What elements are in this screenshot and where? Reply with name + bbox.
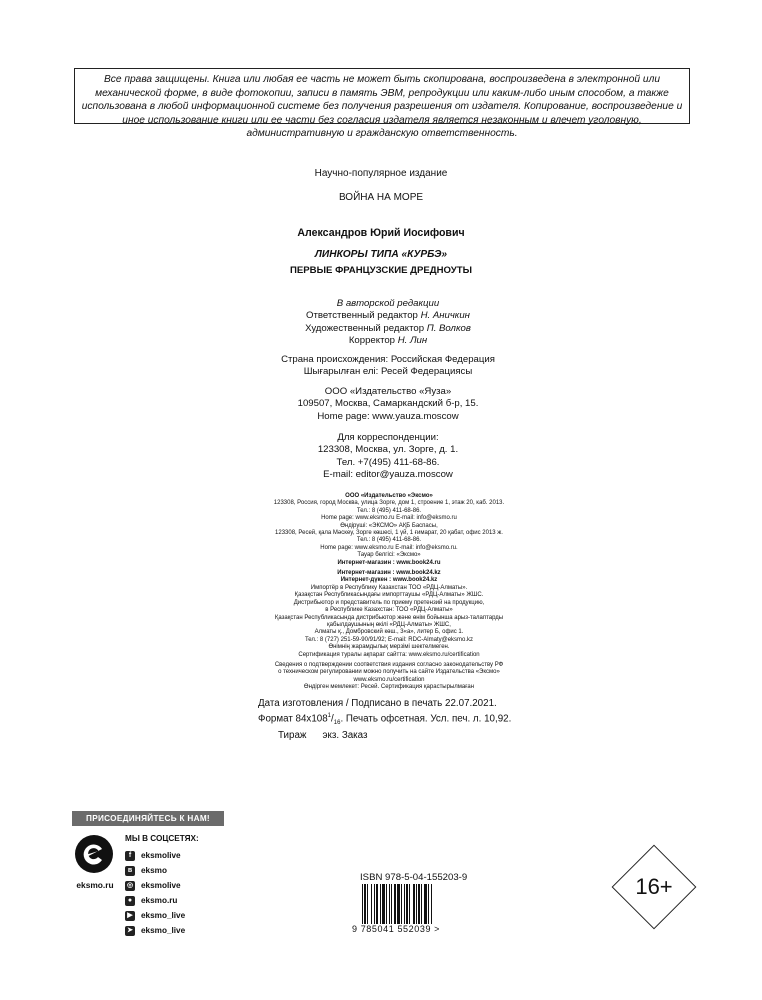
barcode-bar (421, 884, 422, 924)
legal-line: Қазақстан Республикасындағы импорттаушы «РДЦ-Алматы» ЖШС. (294, 592, 484, 599)
social-handle: eksmo_live (141, 910, 186, 920)
barcode-bar (404, 884, 405, 924)
barcode-bar (389, 884, 390, 924)
legal-line: Қазақстан Республикасында дистрибьютор және өнім бойынша арыз-талаптарды (274, 614, 504, 621)
legal-line: Өнімнің жарамдылық мерзімі шектелмеген. (328, 644, 450, 651)
copyright-notice: Все права защищены. Книга или любая ее часть не может быть скопирована, воспроизведена в электронной или механической форме, в виде фотокопии, записи в память ЭВМ, репродукции или каким-либо иным способом, а также использована в любой информационной системе без получения разрешения от издателя. Копирование, воспроизведение и иное использование книги или ее части без согласия издателя является незаконным и влечет уголовную, административную и гражданскую ответственность. (74, 68, 690, 124)
barcode-bar (380, 884, 381, 924)
barcode-bar (394, 884, 396, 924)
legal-line: қабылдаушының өкілі «РДЦ-Алматы» ЖШС, (327, 621, 451, 628)
social-item-facebook[interactable] (125, 848, 245, 863)
social-handle: eksmo.ru (141, 895, 178, 905)
barcode-bar (409, 884, 410, 924)
legal-line: 123308, Ресей, қала Мәскеу, Зорге көшесі, 1 үй, 1 ғимарат, 20 қабат, офис 2013 ж. (275, 530, 503, 537)
social-item-telegram[interactable] (125, 923, 245, 938)
legal-line: Импортёр в Республику Казахстан ТОО «РДЦ-Алматы». (310, 584, 468, 591)
print-date: Дата изготовления / Подписано в печать 22.07.2021. (258, 698, 497, 709)
barcode-bar (401, 884, 402, 924)
ok-icon: ● (125, 896, 135, 906)
barcode-bar (367, 884, 368, 924)
series-name: ВОЙНА НА МОРЕ (338, 192, 424, 203)
responsible-editor: Ответственный редактор Н. Аничкин (306, 310, 470, 322)
edition-note: В авторской редакции (336, 298, 440, 309)
legal-line: в Республике Казахстан: ТОО «РДЦ-Алматы» (325, 607, 453, 614)
book-title: ЛИНКОРЫ ТИПА «КУРБЭ» (314, 249, 448, 260)
proofreader: Корректор Н. Лин (348, 335, 428, 347)
legal-line: Тел.: 8 (495) 411-68-86. (356, 537, 422, 544)
barcode-bar (406, 884, 408, 924)
correspondence-label: Для корреспонденции: (337, 432, 439, 443)
eksmo-legal-block (258, 493, 520, 692)
legal-line: Интернет-магазин : www.book24.ru (337, 559, 441, 566)
barcode-bar (391, 884, 392, 924)
legal-line: Сертификация туралы ақпарат сайтта: www.eksmo.ru/certification (298, 651, 480, 658)
art-editor: Художественный редактор П. Волков (305, 322, 471, 334)
publisher-block (258, 386, 518, 423)
social-item-ok[interactable] (125, 893, 245, 908)
legal-line: Интернет-дүкен : www.book24.kz (340, 577, 438, 584)
isbn: ISBN 978-5-04-155203-9 (360, 872, 468, 883)
barcode-digits: 9 785041 552039 > (352, 924, 441, 934)
social-item-vk[interactable] (125, 863, 245, 878)
publisher-name: ООО «Издательство «Яуза» (324, 386, 452, 397)
barcode-bar (397, 884, 400, 924)
print-info (258, 698, 528, 742)
legal-line: 123308, Россия, город Москва, улица Зорге, дом 1, строение 1, этаж 20, каб. 2013. (273, 500, 505, 507)
barcode-bar (424, 884, 427, 924)
legal-line: Home page: www.eksmo.ru E-mail: info@eksmo.ru. (320, 544, 458, 551)
legal-line: Тел.: 8 (727) 251-59-90/91/92; E-mail: RDC-Almaty@eksmo.kz (304, 636, 474, 643)
legal-line: Сведения о подтверждении соответствия издания согласно законодательству РФ (274, 661, 504, 668)
social-handle: eksmolive (141, 880, 181, 890)
edition-type: Научно-популярное издание (314, 168, 448, 179)
legal-line: Тауар белгісі: «Эксмо» (357, 552, 421, 559)
barcode-bar (364, 884, 366, 924)
telegram-icon: ➤ (125, 926, 135, 936)
publisher-address: 109507, Москва, Самаркандский б-р, 15. (297, 398, 479, 410)
barcode-bar (382, 884, 385, 924)
social-handle: eksmolive (141, 850, 181, 860)
barcode-bar (413, 884, 415, 924)
barcode-bar (386, 884, 387, 924)
publisher-homepage: Home page: www.yauza.moscow (317, 410, 459, 422)
origin-ru: Страна происхождения: Российская Федерация (281, 354, 495, 365)
legal-line: www.eksmo.ru/certification (353, 676, 425, 683)
barcode-bar (362, 884, 363, 924)
instagram-icon: ◎ (126, 881, 134, 889)
correspondence-block (258, 432, 518, 482)
legal-line: Өндірген мемлекет: Ресей. Сертификация қарастырылмаған (303, 684, 475, 691)
legal-line: о техническом регулировании можно получить на сайте Издательства «Эксмо» (278, 669, 500, 676)
legal-line: Интернет-магазин : www.book24.kz (337, 570, 441, 577)
social-item-instagram[interactable] (125, 878, 245, 893)
origin-block (258, 354, 518, 379)
legal-line: Өндіруші: «ЭКСМО» АҚБ Баспасы, (340, 522, 438, 529)
barcode-bar (418, 884, 420, 924)
social-list (125, 834, 245, 938)
barcode-bar (416, 884, 417, 924)
origin-kz: Шығарылған елі: Ресей Федерациясы (303, 366, 473, 378)
correspondence-phone: Тел. +7(495) 411-68-86. (336, 456, 440, 468)
credits (258, 298, 518, 348)
eksmo-logo-icon (74, 834, 114, 874)
youtube-icon: ▶ (125, 911, 135, 921)
book-subtitle: ПЕРВЫЕ ФРАНЦУЗСКИЕ ДРЕДНОУТЫ (289, 265, 472, 276)
vk-icon: в (125, 866, 135, 876)
legal-line: Дистрибьютор и представитель по приему претензий на продукцию, (293, 599, 485, 606)
social-handle: eksmo (141, 865, 167, 875)
barcode-bar (376, 884, 378, 924)
legal-line: Home page: www.eksmo.ru E-mail: info@eksmo.ru (321, 515, 457, 522)
brand-site[interactable]: eksmo.ru (76, 880, 114, 890)
barcode (360, 884, 462, 924)
print-run: Тираж экз. Заказ (278, 730, 368, 742)
barcode-bar (371, 884, 372, 924)
correspondence-email: E-mail: editor@yauza.moscow (323, 469, 453, 481)
barcode-bar (374, 884, 375, 924)
print-format: Формат $84x108^1/_{16}$. Печать офсетная. Усл. печ. л. 10,92. (258, 713, 512, 727)
barcode-bar (428, 884, 429, 924)
legal-line: ООО «Издательство «Эксмо» (345, 493, 433, 499)
legal-line: Тел.: 8 (495) 411-68-86. (356, 507, 422, 514)
social-heading: МЫ В СОЦСЕТЯХ: (125, 834, 199, 843)
barcode-bar (431, 884, 432, 924)
author: Александров Юрий Иосифович (297, 227, 465, 239)
join-us-banner: ПРИСОЕДИНЯЙТЕСЬ К НАМ! (72, 811, 224, 826)
facebook-icon: f (125, 851, 135, 861)
social-item-youtube[interactable] (125, 908, 245, 923)
age-rating: 16+ (635, 874, 673, 899)
legal-line: Алматы қ., Домбровский көш., 3«а», литер Б, офис 1. (314, 629, 464, 636)
correspondence-address: 123308, Москва, ул. Зорге, д. 1. (317, 444, 459, 456)
social-handle: eksmo_live (141, 925, 186, 935)
